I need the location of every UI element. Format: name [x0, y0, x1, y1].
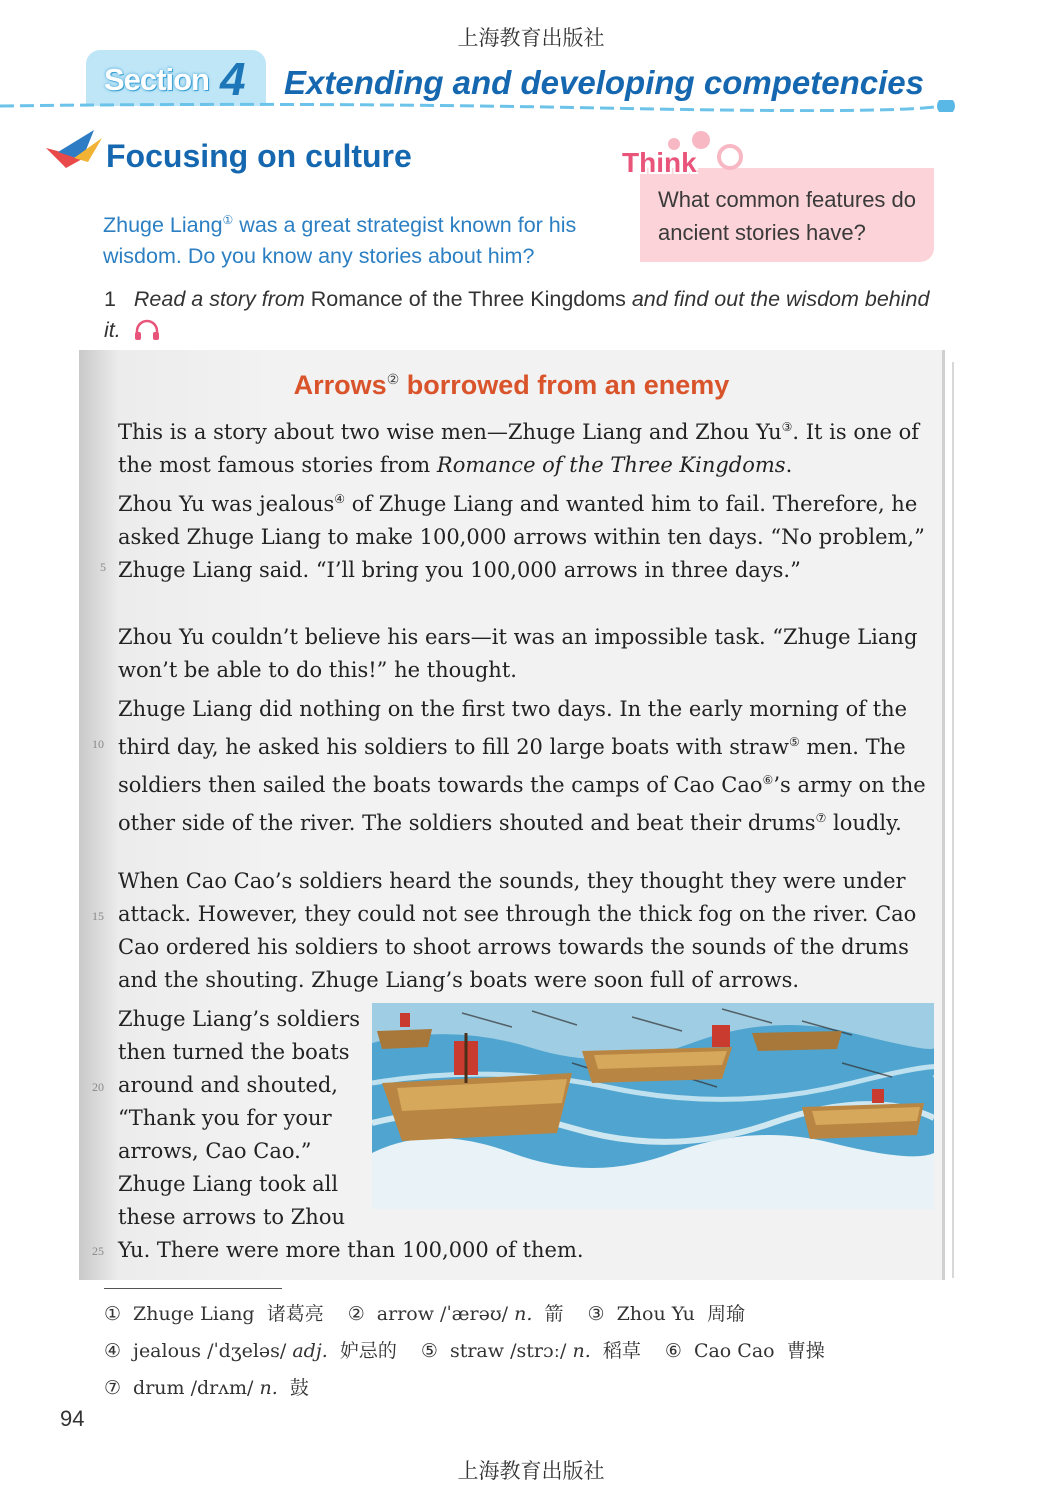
section-number: 4 — [220, 53, 246, 105]
culture-heading: Focusing on culture — [106, 138, 412, 174]
publisher-footer: 上海教育出版社 — [457, 1459, 605, 1483]
boat-far — [752, 1031, 842, 1051]
footnote-rule — [104, 1288, 282, 1289]
think-question: What common features do ancient stories have? — [658, 187, 917, 245]
story-paragraph-4: Zhuge Liang did nothing on the first two days. In the early morning of the third day, he asked his soldiers to fill 20 large boats with straw⑤ men. The soldiers then sailed the boats towards the camps of Cao Cao⑥’s army on the other side of the river. The soldiers shouted and beat their drums⑦ loudly. — [118, 697, 926, 835]
banner-end-dot — [937, 100, 955, 112]
culture-intro: Zhuge Liang① was a great strategist known for his wisdom. Do you know any stories about him? — [103, 213, 577, 269]
think-label: Think — [622, 147, 697, 178]
footnote-5: ⑤ straw /strɔː/ n. 稻草 — [420, 1340, 641, 1362]
footnote-1: ① Zhuge Liang 诸葛亮 — [104, 1303, 324, 1325]
instruction: 1 Read a story from Romance of the Three Kingdoms and find out the wisdom behind it. — [104, 287, 930, 342]
footnote-6: ⑥ Cao Cao 曹操 — [664, 1340, 825, 1362]
story-paragraph-1: This is a story about two wise men—Zhuge Liang and Zhou Yu③. It is one of the most famous stories from Romance of the Three Kingdoms. — [118, 420, 920, 477]
headphones-icon[interactable] — [133, 319, 161, 341]
footnote-3: ③ Zhou Yu 周瑜 — [587, 1303, 745, 1325]
footnotes — [104, 1296, 843, 1407]
footnote-2: ② arrow /ˈærəʊ/ n. 箭 — [347, 1303, 564, 1325]
bird-icon — [44, 128, 106, 172]
story-title: Arrows② borrowed from an enemy — [293, 370, 730, 400]
story-paragraph-5: When Cao Cao’s soldiers heard the sounds, they thought they were under attack. However, they could not see through the thick fog on the river. Cao Cao ordered his soldiers to shoot arrows towards the sounds of the drums and the shouting. Zhuge Liang’s boats were soon full of arrows. — [118, 869, 917, 992]
story-paragraph-6-end: Yu. There were more than 100,000 of them. — [118, 1238, 584, 1262]
think-dot — [717, 144, 743, 170]
footnote-7: ⑦ drum /drʌm/ n. 鼓 — [104, 1377, 309, 1399]
section-label: Section — [104, 62, 209, 97]
story-paragraph-2: Zhou Yu was jealous④ of Zhuge Liang and wanted him to fail. Therefore, he asked Zhuge Liang to make 100,000 arrows within ten days. “No problem,” Zhuge Liang said. “I’ll bring you 100,000 arrows in three days.” — [118, 492, 925, 582]
line-number: 15 — [92, 909, 104, 923]
line-number: 10 — [92, 737, 104, 751]
section-title: Extending and developing competencies — [284, 64, 924, 101]
instruction-number: 1 — [104, 287, 116, 311]
line-number: 20 — [92, 1080, 104, 1094]
line-number: 5 — [100, 560, 106, 574]
boats-illustration — [372, 1003, 934, 1209]
publisher-header: 上海教育出版社 — [457, 26, 605, 50]
story-paragraph-6: Zhuge Liang’s soldiers then turned the boats around and shouted, “Thank you for your arrows, Cao Cao.” Zhuge Liang took all these arrows to Zhou — [118, 1007, 361, 1229]
footnote-4: ④ jealous /ˈdʒeləs/ adj. 妒忌的 — [104, 1340, 397, 1362]
panel-edge — [952, 362, 954, 1278]
page-number: 94 — [60, 1406, 85, 1431]
panel-edge — [942, 350, 945, 1280]
story-paragraph-3: Zhou Yu couldn’t believe his ears—it was an impossible task. “Zhuge Liang won’t be able to do this!” he thought. — [118, 625, 918, 682]
line-number: 25 — [92, 1244, 104, 1258]
